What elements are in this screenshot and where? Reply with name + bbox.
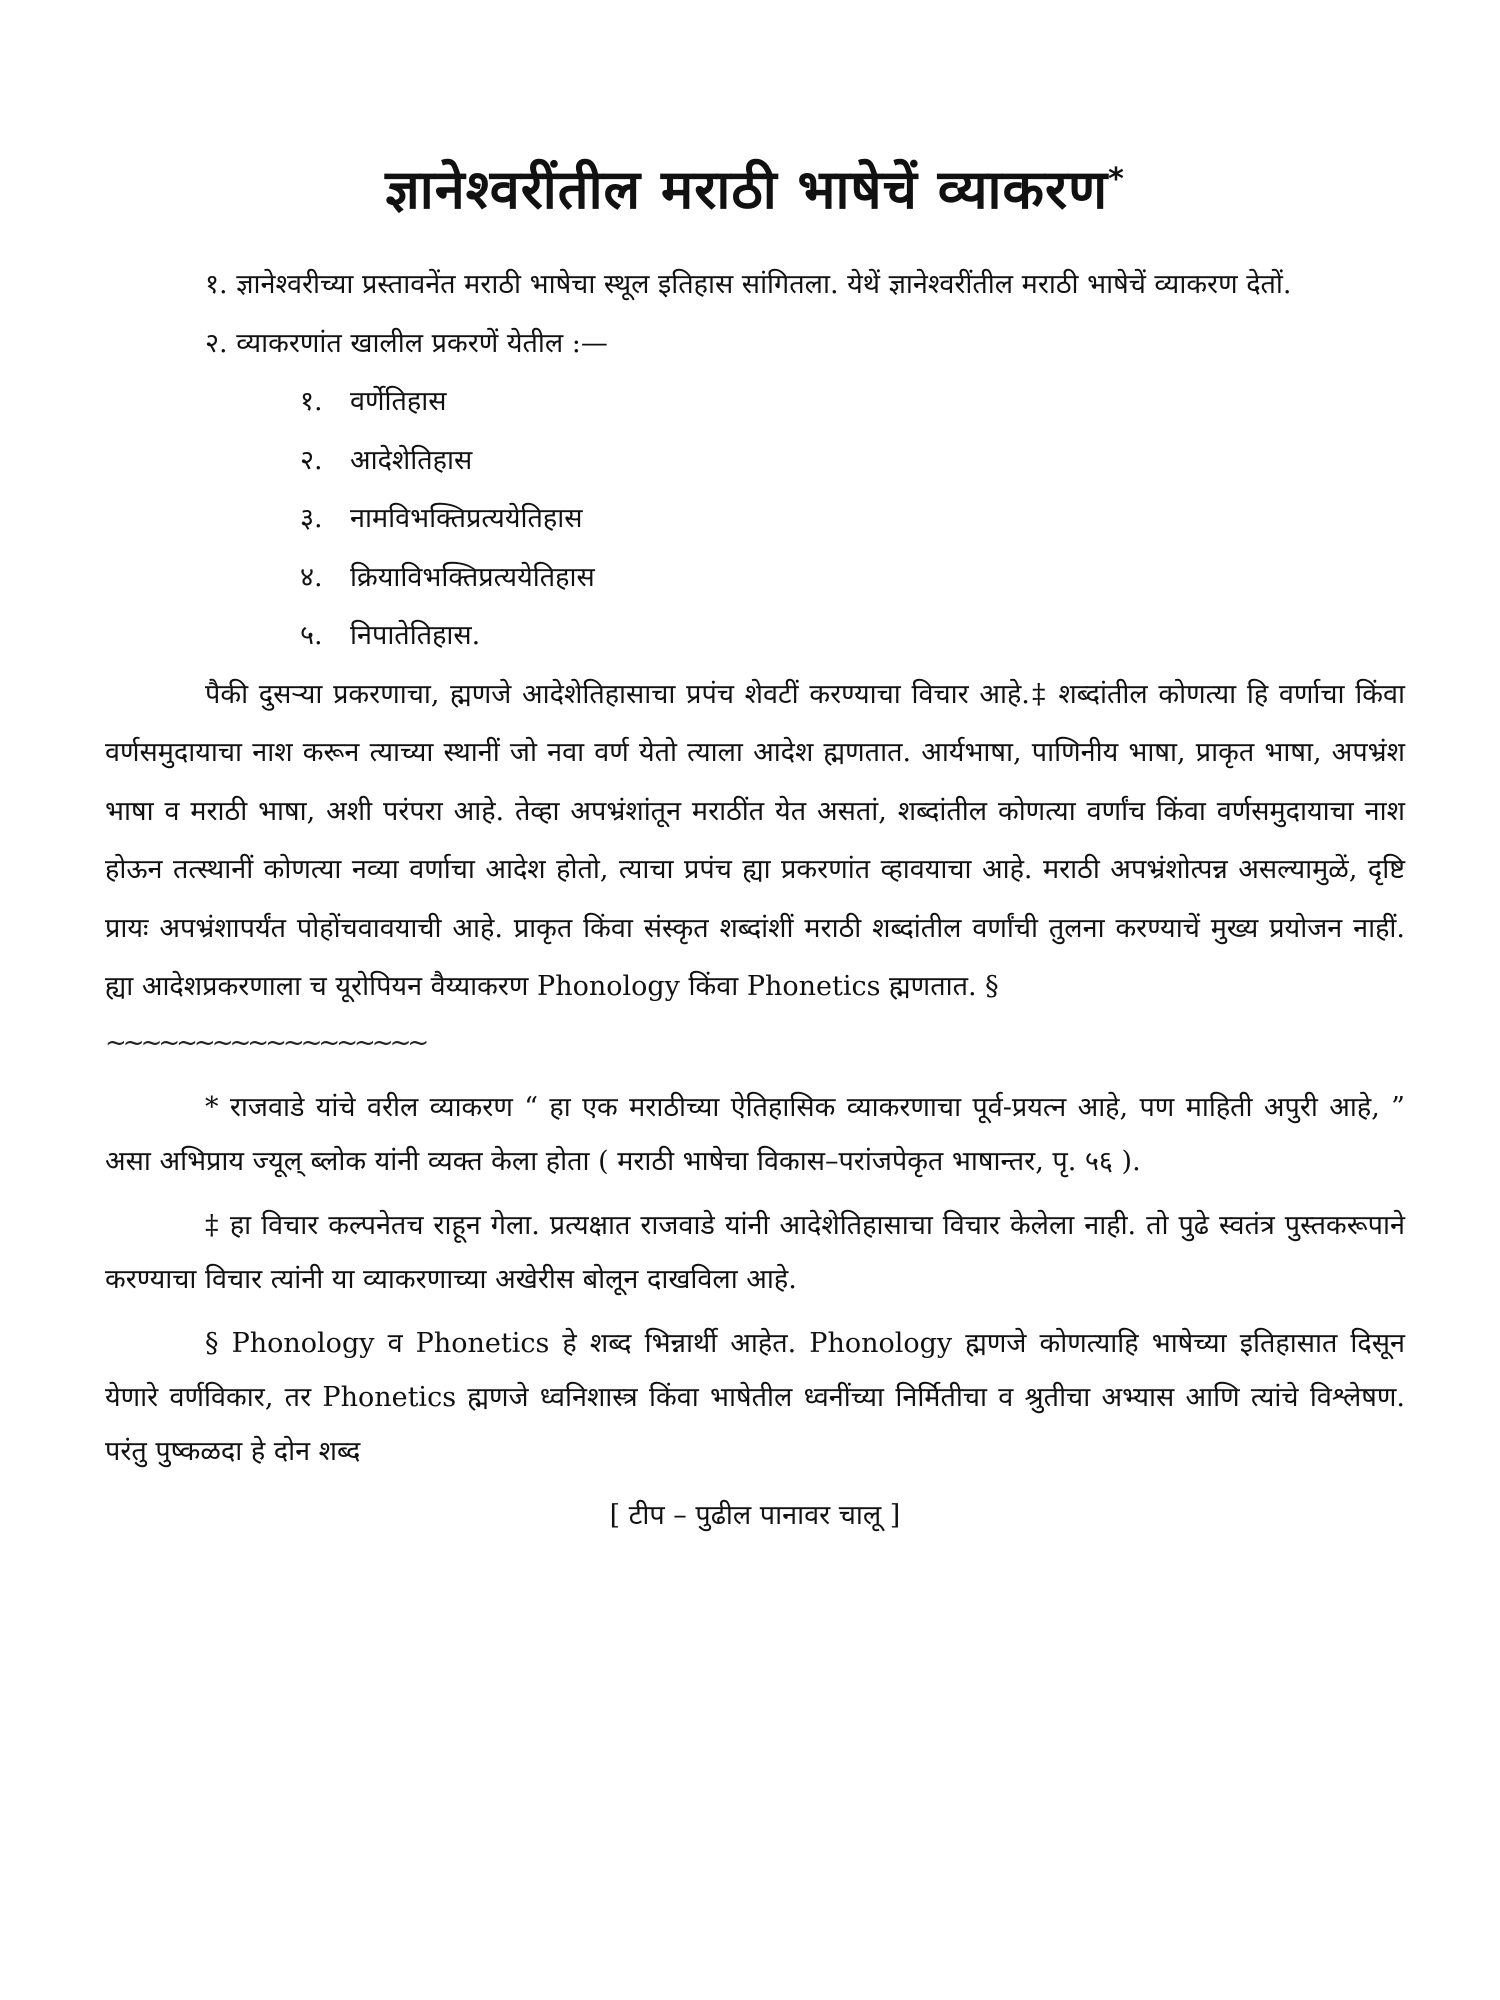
- list-item-number: १.: [300, 386, 323, 417]
- paragraph-2: २. व्याकरणांत खालील प्रकरणें येतील :—: [205, 327, 608, 359]
- chapter-list: [105, 373, 1405, 666]
- list-item: [105, 490, 1405, 549]
- list-item-label: क्रियाविभक्तिप्रत्ययेतिहास: [350, 561, 595, 593]
- main-body: [105, 256, 1405, 1017]
- footnote-section: § Phonology व Phonetics हे शब्द भिन्नार्थी आहेत. Phonology ह्मणजे कोणत्याहि भाषेच्या इतिहासात दिसून येणारे वर्णविकार, तर Phonetics ह्मणजे ध्वनिशास्त्र किंवा भाषेतील ध्वनींच्या निर्मितीचा व श्रुतीचा अभ्यास आणि त्यांचे विश्लेषण. परंतु पुष्कळदा हे दोन शब्द: [105, 1327, 1405, 1467]
- paragraph-1: १. ज्ञानेश्वरीच्या प्रस्तावनेंत मराठी भाषेचा स्थूल इतिहास सांगितला. येथें ज्ञानेश्वरींतील मराठी भाषेचें व्याकरण देतों.: [205, 269, 1292, 300]
- page-title: [105, 150, 1405, 230]
- title-footnote-mark: *: [1108, 162, 1125, 197]
- list-item-label: नामविभक्तिप्रत्ययेतिहास: [350, 503, 583, 534]
- footnote-star: * राजवाडे यांचे वरील व्याकरण “ हा एक मराठीच्या ऐतिहासिक व्याकरणाचा पूर्व-प्रयत्न आहे, पण माहिती अपुरी आहे, ” असा अभिप्राय ज्यूल् ब्लोक यांनी व्यक्त केला होता ( मराठी भाषेचा विकास–परांजपेकृत भाषान्तर, पृ. ५६ ).: [105, 1091, 1405, 1177]
- list-item: [105, 607, 1405, 666]
- list-item-label: आदेशेतिहास: [350, 444, 473, 476]
- document-page: [105, 150, 1405, 1990]
- footnotes: [105, 1081, 1405, 1543]
- list-item-number: ३.: [300, 503, 323, 534]
- list-item: [105, 373, 1405, 432]
- page-title-text: ज्ञानेश्वरींतील मराठी भाषेचें व्याकरण: [385, 158, 1109, 221]
- list-item: [105, 549, 1405, 608]
- list-item: [105, 432, 1405, 491]
- footnote-dagger: ‡ हा विचार कल्पनेतच राहून गेला. प्रत्यक्षात राजवाडे यांनी आदेशेतिहासाचा विचार केलेला नाही. तो पुढे स्वतंत्र पुस्तकरूपाने करण्याचा विचार त्यांनी या व्याकरणाच्या अखेरीस बोलून दाखविला आहे.: [105, 1209, 1405, 1295]
- list-item-number: ५.: [300, 620, 323, 651]
- footnote-separator: ~~~~~~~~~~~~~~~~~~: [105, 1027, 426, 1058]
- list-item-number: ४.: [300, 561, 323, 593]
- list-item-label: निपातेतिहास.: [350, 620, 481, 651]
- list-item-label: वर्णेतिहास: [350, 386, 447, 417]
- paragraph-3: पैकी दुसऱ्या प्रकरणाचा, ह्मणजे आदेशेतिहासाचा प्रपंच शेवटीं करण्याचा विचार आहे.‡ शब्दांतील कोणत्या हि वर्णाचा किंवा वर्णसमुदायाचा नाश करून त्याच्या स्थानीं जो नवा वर्ण येतो त्याला आदेश ह्मणतात. आर्यभाषा, पाणिनीय भाषा, प्राकृत भाषा, अपभ्रंश भाषा व मराठी भाषा, अशी परंपरा आहे. तेव्हा अपभ्रंशांतून मराठींत येत असतां, शब्दांतील कोणत्या वर्णांच किंवा वर्णसमुदायाचा नाश होऊन तत्स्थानीं कोणत्या नव्या वर्णाचा आदेश होतो, त्याचा प्रपंच ह्या प्रकरणांत व्हावयाचा आहे. मराठी अपभ्रंशोत्पन्न असल्यामुळें, दृष्टि प्रायः अपभ्रंशापर्यंत पोहोंचवावयाची आहे. प्राकृत किंवा संस्कृत शब्दांशीं मराठी शब्दांतील वर्णांची तुलना करण्याचें मुख्य प्रयोजन नाहीं. ह्या आदेशप्रकरणाला च यूरोपियन वैय्याकरण Phonology किंवा Phonetics ह्मणतात. §: [105, 678, 1405, 1002]
- list-item-number: २.: [300, 444, 323, 476]
- continued-note: [ टीप – पुढील पानावर चालू ]: [609, 1499, 901, 1531]
